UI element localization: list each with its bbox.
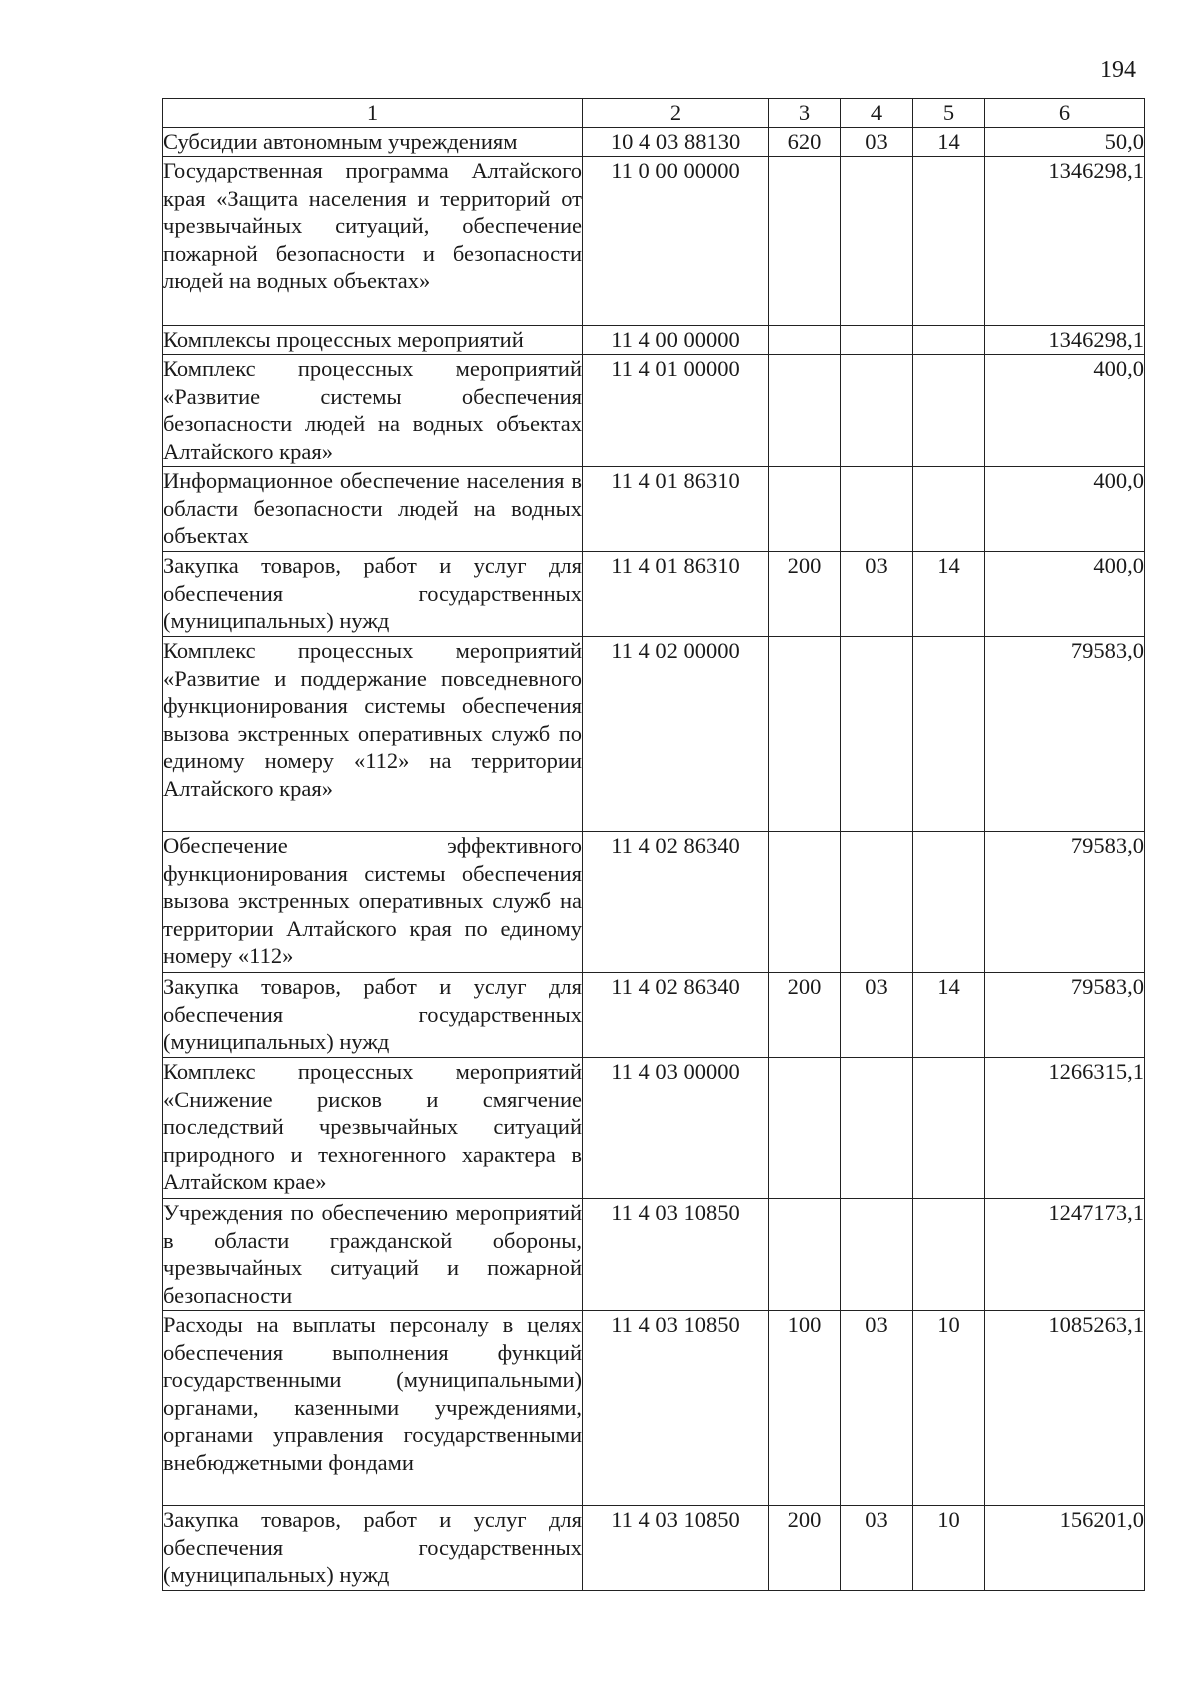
row-amount: 1346298,1 bbox=[985, 157, 1145, 326]
table-row bbox=[163, 355, 1145, 467]
row-pr: 10 bbox=[913, 1311, 985, 1506]
row-pr: 14 bbox=[913, 552, 985, 637]
row-vr: 200 bbox=[769, 1506, 841, 1591]
row-pr bbox=[913, 467, 985, 552]
row-vr bbox=[769, 467, 841, 552]
table-row bbox=[163, 832, 1145, 973]
table-row bbox=[163, 1058, 1145, 1199]
table-row bbox=[163, 637, 1145, 832]
column-header-3: 3 bbox=[769, 99, 841, 128]
row-code: 11 4 02 86340 bbox=[583, 973, 769, 1058]
row-pr: 14 bbox=[913, 973, 985, 1058]
table-row bbox=[163, 326, 1145, 355]
row-name: Закупка товаров, работ и услуг для обеспечения государственных (муниципальных) нужд bbox=[163, 1506, 583, 1591]
row-code: 11 4 02 86340 bbox=[583, 832, 769, 973]
row-amount: 1266315,1 bbox=[985, 1058, 1145, 1199]
row-rz bbox=[841, 637, 913, 832]
page-number: 194 bbox=[1100, 57, 1136, 83]
row-pr bbox=[913, 832, 985, 973]
row-pr bbox=[913, 637, 985, 832]
row-amount: 79583,0 bbox=[985, 832, 1145, 973]
row-code: 11 4 03 00000 bbox=[583, 1058, 769, 1199]
table-row bbox=[163, 467, 1145, 552]
row-rz bbox=[841, 157, 913, 326]
row-amount: 1346298,1 bbox=[985, 326, 1145, 355]
row-pr bbox=[913, 157, 985, 326]
table-row bbox=[163, 128, 1145, 157]
row-rz bbox=[841, 832, 913, 973]
row-rz bbox=[841, 355, 913, 467]
row-code: 11 4 03 10850 bbox=[583, 1199, 769, 1311]
row-rz bbox=[841, 1199, 913, 1311]
row-name: Закупка товаров, работ и услуг для обеспечения государственных (муниципальных) нужд bbox=[163, 552, 583, 637]
row-pr bbox=[913, 1199, 985, 1311]
row-pr bbox=[913, 355, 985, 467]
row-vr bbox=[769, 637, 841, 832]
row-name: Учреждения по обеспечению мероприятий в области гражданской обороны, чрезвычайных ситуаций и пожарной безопасности bbox=[163, 1199, 583, 1311]
row-name: Комплексы процессных мероприятий bbox=[163, 326, 583, 355]
row-pr: 14 bbox=[913, 128, 985, 157]
row-name: Субсидии автономным учреждениям bbox=[163, 128, 583, 157]
row-rz: 03 bbox=[841, 552, 913, 637]
row-rz: 03 bbox=[841, 973, 913, 1058]
column-header-6: 6 bbox=[985, 99, 1145, 128]
row-amount: 400,0 bbox=[985, 355, 1145, 467]
row-name: Комплекс процессных мероприятий «Развитие и поддержание повседневного функционирования системы обеспечения вызова экстренных оперативных служб по единому номеру «112» на территории Алтайского края» bbox=[163, 637, 583, 832]
row-rz: 03 bbox=[841, 1506, 913, 1591]
row-vr bbox=[769, 326, 841, 355]
row-name: Обеспечение эффективного функционирования системы обеспечения вызова экстренных оперативных служб на территории Алтайского края по единому номеру «112» bbox=[163, 832, 583, 973]
row-rz: 03 bbox=[841, 128, 913, 157]
row-name: Закупка товаров, работ и услуг для обеспечения государственных (муниципальных) нужд bbox=[163, 973, 583, 1058]
row-rz bbox=[841, 326, 913, 355]
table-row bbox=[163, 552, 1145, 637]
row-code: 11 4 01 00000 bbox=[583, 355, 769, 467]
row-name: Расходы на выплаты персоналу в целях обеспечения выполнения функций государственными (муниципальными) органами, казенными учреждениями, органами управления государственными внебюджетными фондами bbox=[163, 1311, 583, 1506]
row-pr bbox=[913, 326, 985, 355]
column-header-1: 1 bbox=[163, 99, 583, 128]
row-name: Комплекс процессных мероприятий «Развитие системы обеспечения безопасности людей на водных объектах Алтайского края» bbox=[163, 355, 583, 467]
row-code: 11 4 01 86310 bbox=[583, 467, 769, 552]
table-header-row bbox=[163, 99, 1145, 128]
row-vr: 620 bbox=[769, 128, 841, 157]
table-row bbox=[163, 973, 1145, 1058]
row-pr: 10 bbox=[913, 1506, 985, 1591]
row-pr bbox=[913, 1058, 985, 1199]
table-row bbox=[163, 1311, 1145, 1506]
row-vr bbox=[769, 1199, 841, 1311]
row-vr: 200 bbox=[769, 973, 841, 1058]
budget-table bbox=[162, 98, 1145, 1591]
row-amount: 79583,0 bbox=[985, 973, 1145, 1058]
row-amount: 79583,0 bbox=[985, 637, 1145, 832]
row-vr: 100 bbox=[769, 1311, 841, 1506]
column-header-5: 5 bbox=[913, 99, 985, 128]
row-code: 11 0 00 00000 bbox=[583, 157, 769, 326]
column-header-2: 2 bbox=[583, 99, 769, 128]
row-code: 11 4 03 10850 bbox=[583, 1506, 769, 1591]
row-name: Информационное обеспечение населения в области безопасности людей на водных объектах bbox=[163, 467, 583, 552]
row-rz bbox=[841, 1058, 913, 1199]
row-amount: 400,0 bbox=[985, 467, 1145, 552]
row-vr: 200 bbox=[769, 552, 841, 637]
row-rz: 03 bbox=[841, 1311, 913, 1506]
row-code: 11 4 02 00000 bbox=[583, 637, 769, 832]
row-amount: 1247173,1 bbox=[985, 1199, 1145, 1311]
row-amount: 1085263,1 bbox=[985, 1311, 1145, 1506]
row-name: Комплекс процессных мероприятий «Снижение рисков и смягчение последствий чрезвычайных ситуаций природного и техногенного характера в Алтайском крае» bbox=[163, 1058, 583, 1199]
row-vr bbox=[769, 1058, 841, 1199]
row-rz bbox=[841, 467, 913, 552]
row-code: 11 4 03 10850 bbox=[583, 1311, 769, 1506]
column-header-4: 4 bbox=[841, 99, 913, 128]
row-vr bbox=[769, 832, 841, 973]
row-amount: 50,0 bbox=[985, 128, 1145, 157]
table-row bbox=[163, 1506, 1145, 1591]
row-code: 10 4 03 88130 bbox=[583, 128, 769, 157]
row-vr bbox=[769, 157, 841, 326]
row-name: Государственная программа Алтайского края «Защита населения и территорий от чрезвычайных ситуаций, обеспечение пожарной безопасности и безопасности людей на водных объектах» bbox=[163, 157, 583, 326]
row-amount: 156201,0 bbox=[985, 1506, 1145, 1591]
table-row bbox=[163, 157, 1145, 326]
row-amount: 400,0 bbox=[985, 552, 1145, 637]
row-code: 11 4 01 86310 bbox=[583, 552, 769, 637]
table-row bbox=[163, 1199, 1145, 1311]
row-code: 11 4 00 00000 bbox=[583, 326, 769, 355]
row-vr bbox=[769, 355, 841, 467]
